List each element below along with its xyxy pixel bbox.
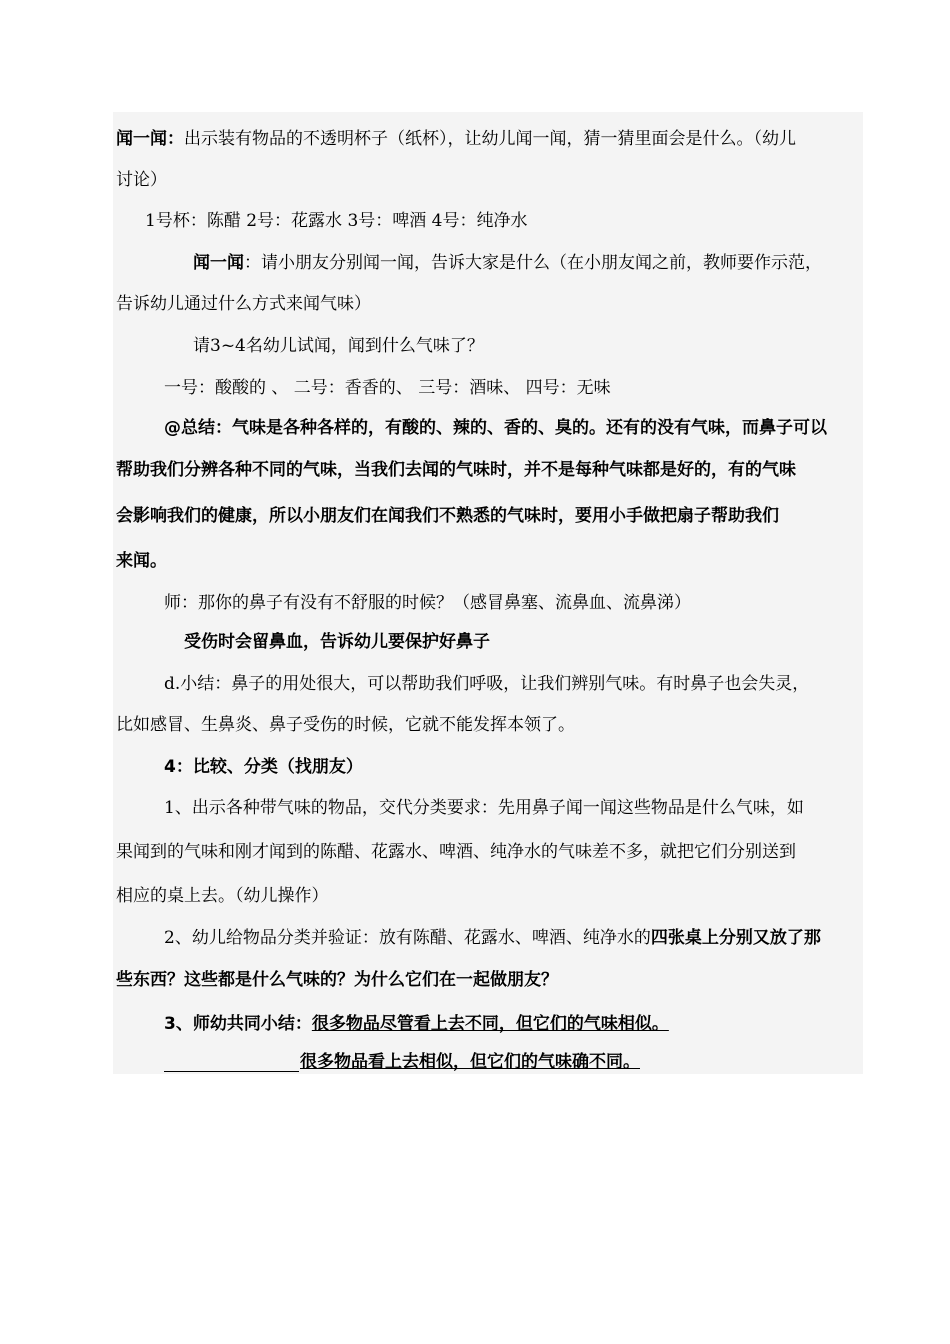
section-heading: 4：比较、分类（找朋友） [164,757,363,777]
paragraph-smell-each [193,251,822,275]
summary-line-2: 帮助我们分辨各种不同的气味，当我们去闻的气味时，并不是每种气味都是好的，有的气味 [116,460,796,480]
cups-list: 1号杯：陈醋 2号：花露水 3号：啤酒 4号：纯净水 [145,211,528,231]
item1-line-3: 相应的桌上去。（幼儿操作） [116,886,329,906]
item3-conclusion-2: 很多物品看上去相似，但它们的气味确不同。 [300,1052,640,1072]
item1-line-1: 1、出示各种带气味的物品，交代分类要求：先用鼻子闻一闻这些物品是什么气味，如 [164,798,804,818]
item2-text: 2、幼儿给物品分类并验证：放有陈醋、花露水、啤酒、纯净水的 [164,928,651,948]
summary-line-4: 来闻。 [116,551,167,571]
summary-line-3: 会影响我们的健康，所以小朋友们在闻我们不熟悉的气味时，要用小手做把扇子帮助我们 [116,506,779,526]
smell-intro-text: 出示装有物品的不透明杯子（纸杯），让幼儿闻一闻，猜一猜里面会是什么。（幼儿 [184,129,796,149]
item2-line-1 [164,926,821,950]
item2-bold-text: 四张桌上分别又放了那 [650,928,821,948]
item3-line-2 [300,1050,640,1074]
smell-label: 闻一闻 [193,253,244,273]
paragraph-smell-intro [116,127,796,151]
d-summary-line-2: 比如感冒、生鼻炎、鼻子受伤的时候，它就不能发挥本领了。 [116,715,575,735]
smell-each-continued: 告诉幼儿通过什么方式来闻气味） [116,294,371,314]
item2-line-2: 些东西？这些都是什么气味的？为什么它们在一起做朋友？ [116,970,558,990]
answers-list: 一号：酸酸的 、 二号：香香的、 三号：酒味、 四号：无味 [164,378,611,398]
summary-line-1: @总结：气味是各种各样的，有酸的、辣的、香的、臭的。还有的没有气味，而鼻子可以 [164,418,827,438]
d-summary-line-1: d.小结：鼻子的用处很大，可以帮助我们呼吸，让我们辨别气味。有时鼻子也会失灵， [164,674,810,694]
blank-underline [164,1071,299,1072]
smell-intro-continued: 讨论） [116,170,167,190]
item3-label: 3、师幼共同小结： [164,1014,312,1034]
injury-note: 受伤时会留鼻血，告诉幼儿要保护好鼻子 [184,632,490,652]
trial-question: 请3~4名幼儿试闻，闻到什么气味了？ [193,336,484,356]
colon: ： [167,129,184,149]
smell-each-text: ：请小朋友分别闻一闻，告诉大家是什么（在小朋友闻之前，教师要作示范， [244,253,822,273]
teacher-question: 师：那你的鼻子有没有不舒服的时候？（感冒鼻塞、流鼻血、流鼻涕） [164,593,691,613]
item3-line-1 [164,1012,669,1036]
smell-label: 闻一闻 [116,129,167,149]
item1-line-2: 果闻到的气味和刚才闻到的陈醋、花露水、啤酒、纯净水的气味差不多，就把它们分别送到 [116,842,796,862]
item3-conclusion-1: 很多物品尽管看上去不同，但它们的气味相似。 [311,1014,669,1034]
